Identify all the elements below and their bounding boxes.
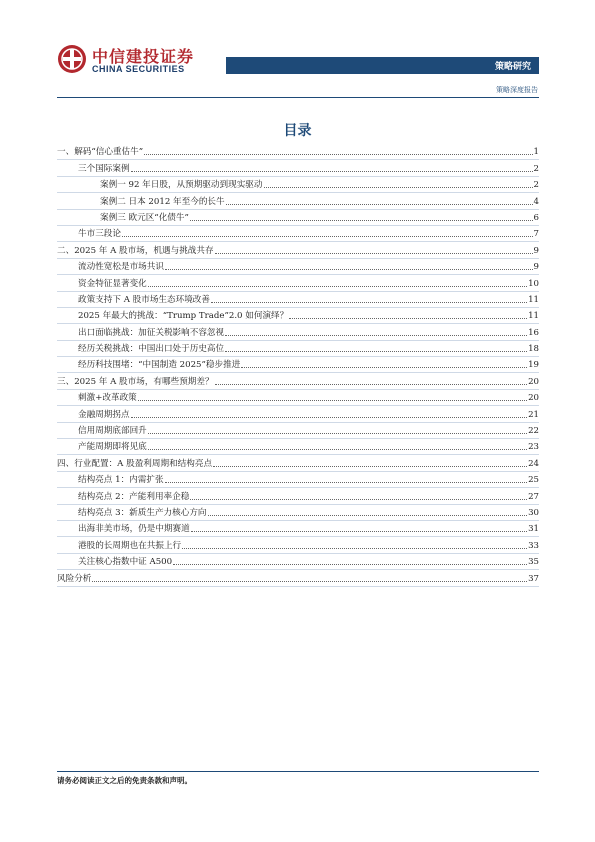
toc-entry[interactable] bbox=[57, 193, 539, 209]
toc-entry[interactable] bbox=[57, 373, 539, 389]
toc-entry-page: 24 bbox=[528, 458, 539, 469]
toc-entry-title: 出海非美市场，仍是中期赛道 bbox=[78, 524, 190, 535]
toc-entry-title: 结构亮点 2：产能利用率企稳 bbox=[78, 491, 190, 502]
toc-entry[interactable] bbox=[57, 177, 539, 193]
toc-entry[interactable] bbox=[57, 292, 539, 308]
toc-entry-title: 一、解码“信心重估牛” bbox=[57, 147, 144, 158]
toc-entry[interactable] bbox=[57, 275, 539, 291]
footer-divider bbox=[57, 771, 539, 772]
brand-name-cn: 中信建投证券 bbox=[92, 47, 195, 66]
toc-entry-page: 25 bbox=[528, 475, 539, 486]
toc-entry[interactable] bbox=[57, 472, 539, 488]
toc-entry-page: 4 bbox=[533, 196, 539, 207]
toc-entry-page: 2 bbox=[533, 163, 539, 174]
toc-entry[interactable] bbox=[57, 554, 539, 570]
toc-entry-title: 案例三 欧元区“化债牛” bbox=[100, 212, 189, 223]
toc-entry-page: 23 bbox=[528, 442, 539, 453]
toc-leader-dots bbox=[225, 351, 527, 352]
toc-leader-dots bbox=[241, 367, 527, 368]
toc-entry-page: 18 bbox=[528, 344, 539, 355]
toc-entry[interactable] bbox=[57, 357, 539, 373]
toc-entry-title: 资金特征显著变化 bbox=[78, 278, 147, 289]
section-label: 策略研究 bbox=[494, 62, 531, 72]
toc-entry-page: 10 bbox=[528, 278, 539, 289]
toc-leader-dots bbox=[138, 400, 527, 401]
toc-entry-title: 三个国际案例 bbox=[78, 163, 130, 174]
toc-leader-dots bbox=[131, 417, 527, 418]
toc-entry-page: 20 bbox=[528, 393, 539, 404]
toc-entry-page: 22 bbox=[528, 426, 539, 437]
toc-entry-title: 流动性宽松是市场共识 bbox=[78, 262, 164, 273]
toc-title: 目录 bbox=[283, 123, 312, 139]
toc-entry-title: 经历科技围堵：“中国制造 2025”稳步推进 bbox=[78, 360, 241, 371]
toc-leader-dots bbox=[165, 269, 533, 270]
toc-leader-dots bbox=[264, 187, 533, 188]
toc-leader-dots bbox=[165, 482, 528, 483]
toc-entry-title: 二、2025 年 A 股市场，机遇与挑战共存 bbox=[57, 245, 214, 256]
header-band bbox=[226, 57, 539, 74]
toc-leader-dots bbox=[190, 220, 533, 221]
toc-entry-page: 7 bbox=[533, 229, 539, 240]
toc-entry-title: 关注核心指数中证 A500 bbox=[78, 557, 173, 568]
toc-leader-dots bbox=[122, 236, 533, 237]
toc-entry-title: 产能周期即将见底 bbox=[78, 442, 147, 453]
toc-entry-page: 35 bbox=[528, 557, 539, 568]
toc-leader-dots bbox=[191, 531, 527, 532]
toc-entry-page: 11 bbox=[528, 311, 539, 322]
toc-leader-dots bbox=[190, 499, 527, 500]
page-header bbox=[0, 0, 595, 100]
toc-entry-title: 牛市三段论 bbox=[78, 229, 121, 240]
toc-leader-dots bbox=[289, 318, 527, 319]
toc-entry[interactable] bbox=[57, 570, 539, 586]
toc-entry[interactable] bbox=[57, 390, 539, 406]
toc-entry-title: 刺激+改革政策 bbox=[78, 393, 137, 404]
toc-leader-dots bbox=[211, 302, 527, 303]
toc-entry-title: 出口面临挑战：加征关税影响不容忽视 bbox=[78, 327, 225, 338]
toc-entry-page: 37 bbox=[528, 573, 539, 584]
toc-leader-dots bbox=[215, 384, 527, 385]
toc-leader-dots bbox=[148, 449, 527, 450]
toc-entry-page: 9 bbox=[533, 245, 539, 256]
toc-leader-dots bbox=[225, 335, 527, 336]
report-type: 策略深度报告 bbox=[496, 86, 538, 94]
brand-name-en: CHINA SECURITIES bbox=[92, 64, 185, 74]
toc-entry[interactable] bbox=[57, 324, 539, 340]
toc-entry-title: 信用周期底部回升 bbox=[78, 426, 147, 437]
toc-leader-dots bbox=[182, 548, 527, 549]
toc-entry-page: 11 bbox=[528, 294, 539, 305]
toc-entry-title: 经历关税挑战：中国出口处于历史高位 bbox=[78, 344, 225, 355]
toc-entry-title: 港股的长周期也在共振上行 bbox=[78, 540, 182, 551]
toc-leader-dots bbox=[215, 253, 533, 254]
header-divider bbox=[57, 97, 539, 98]
toc-entry-page: 33 bbox=[528, 540, 539, 551]
toc-entry-title: 三、2025 年 A 股市场，有哪些预期差？ bbox=[57, 376, 214, 387]
toc-entry-page: 1 bbox=[533, 147, 539, 158]
toc-entry-page: 27 bbox=[528, 491, 539, 502]
toc-entry[interactable] bbox=[57, 406, 539, 422]
toc-entry[interactable] bbox=[57, 144, 539, 160]
toc-entry-page: 21 bbox=[528, 409, 539, 420]
toc-entry[interactable] bbox=[57, 160, 539, 176]
toc-entry-title: 风险分析 bbox=[57, 573, 92, 584]
toc-leader-dots bbox=[144, 154, 532, 155]
toc-leader-dots bbox=[148, 433, 527, 434]
toc-entry[interactable] bbox=[57, 537, 539, 553]
toc-entry[interactable] bbox=[57, 521, 539, 537]
toc-entry[interactable] bbox=[57, 210, 539, 226]
toc-entry-title: 结构亮点 1：内需扩张 bbox=[78, 475, 164, 486]
toc-entry[interactable] bbox=[57, 242, 539, 258]
toc-entry-title: 案例二 日本 2012 年至今的长牛 bbox=[100, 196, 225, 207]
toc-entry[interactable] bbox=[57, 423, 539, 439]
toc-leader-dots bbox=[226, 204, 533, 205]
table-of-contents bbox=[57, 144, 539, 587]
toc-leader-dots bbox=[173, 564, 527, 565]
toc-entry-page: 6 bbox=[533, 212, 539, 223]
toc-entry[interactable] bbox=[57, 226, 539, 242]
toc-entry-page: 16 bbox=[528, 327, 539, 338]
toc-entry-title: 四、行业配置：A 股盈利周期和结构亮点 bbox=[57, 458, 213, 469]
toc-entry-title: 案例一 92 年日股，从预期驱动到现实驱动 bbox=[100, 180, 263, 191]
toc-entry-page: 30 bbox=[528, 507, 539, 518]
china-securities-logo-icon bbox=[57, 44, 87, 74]
toc-entry[interactable] bbox=[57, 488, 539, 504]
toc-entry-title: 政策支持下 A 股市场生态环境改善 bbox=[78, 294, 210, 305]
toc-leader-dots bbox=[213, 466, 527, 467]
toc-entry[interactable] bbox=[57, 455, 539, 471]
toc-leader-dots bbox=[148, 286, 527, 287]
toc-entry-page: 9 bbox=[533, 262, 539, 273]
toc-entry[interactable] bbox=[57, 505, 539, 521]
toc-leader-dots bbox=[92, 581, 527, 582]
toc-entry[interactable] bbox=[57, 341, 539, 357]
footer-disclaimer: 请务必阅读正文之后的免责条款和声明。 bbox=[57, 776, 192, 785]
toc-entry-title: 2025 年最大的挑战：“Trump Trade”2.0 如何演绎？ bbox=[78, 311, 289, 322]
toc-entry-page: 2 bbox=[533, 180, 539, 191]
toc-entry[interactable] bbox=[57, 259, 539, 275]
toc-entry-page: 20 bbox=[528, 376, 539, 387]
toc-entry[interactable] bbox=[57, 308, 539, 324]
toc-entry-page: 31 bbox=[528, 524, 539, 535]
toc-entry-title: 金融周期拐点 bbox=[78, 409, 130, 420]
toc-leader-dots bbox=[208, 515, 528, 516]
toc-leader-dots bbox=[131, 171, 533, 172]
toc-entry[interactable] bbox=[57, 439, 539, 455]
toc-entry-page: 19 bbox=[528, 360, 539, 371]
toc-entry-title: 结构亮点 3：新质生产力核心方向 bbox=[78, 507, 207, 518]
